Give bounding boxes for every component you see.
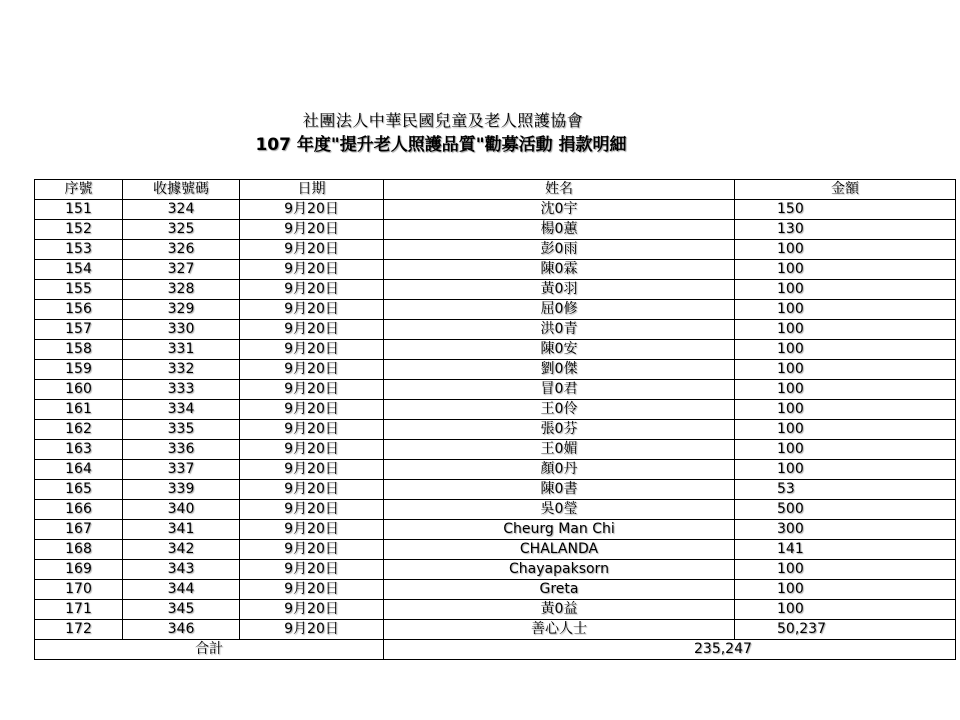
cell-receipt: 345 xyxy=(123,600,240,620)
cell-date: 9月20日 xyxy=(240,500,384,520)
cell-date: 9月20日 xyxy=(240,400,384,420)
cell-receipt: 329 xyxy=(123,300,240,320)
cell-amount: 53 xyxy=(735,480,956,500)
cell-amount: 100 xyxy=(735,240,956,260)
cell-name: 善心人士 xyxy=(384,620,735,640)
cell-seq: 163 xyxy=(35,440,123,460)
cell-seq: 151 xyxy=(35,200,123,220)
table-row xyxy=(35,540,956,560)
cell-receipt: 326 xyxy=(123,240,240,260)
cell-date: 9月20日 xyxy=(240,520,384,540)
cell-amount: 100 xyxy=(735,340,956,360)
cell-name: 洪0青 xyxy=(384,320,735,340)
cell-seq: 164 xyxy=(35,460,123,480)
cell-date: 9月20日 xyxy=(240,240,384,260)
cell-receipt: 334 xyxy=(123,400,240,420)
column-header-receipt: 收據號碼 xyxy=(123,180,240,200)
cell-receipt: 340 xyxy=(123,500,240,520)
cell-amount: 150 xyxy=(735,200,956,220)
cell-receipt: 343 xyxy=(123,560,240,580)
total-label: 合計 xyxy=(35,640,384,660)
cell-seq: 153 xyxy=(35,240,123,260)
cell-amount: 141 xyxy=(735,540,956,560)
table-row xyxy=(35,520,956,540)
table-row xyxy=(35,340,956,360)
cell-date: 9月20日 xyxy=(240,280,384,300)
table-row xyxy=(35,460,956,480)
cell-amount: 100 xyxy=(735,300,956,320)
cell-receipt: 346 xyxy=(123,620,240,640)
cell-seq: 172 xyxy=(35,620,123,640)
cell-name: 陳0書 xyxy=(384,480,735,500)
cell-seq: 169 xyxy=(35,560,123,580)
cell-amount: 100 xyxy=(735,260,956,280)
cell-name: 王0媚 xyxy=(384,440,735,460)
table-body xyxy=(35,200,956,640)
cell-seq: 156 xyxy=(35,300,123,320)
table-row xyxy=(35,240,956,260)
report-title: 107 年度"提升老人照護品質"勸募活動 捐款明細 xyxy=(255,135,627,155)
cell-name: 冒0君 xyxy=(384,380,735,400)
cell-date: 9月20日 xyxy=(240,600,384,620)
table-row xyxy=(35,440,956,460)
cell-name: 屈0修 xyxy=(384,300,735,320)
cell-receipt: 324 xyxy=(123,200,240,220)
cell-name: 顏0丹 xyxy=(384,460,735,480)
cell-seq: 155 xyxy=(35,280,123,300)
table-row xyxy=(35,260,956,280)
cell-amount: 100 xyxy=(735,380,956,400)
cell-seq: 157 xyxy=(35,320,123,340)
cell-receipt: 330 xyxy=(123,320,240,340)
cell-receipt: 342 xyxy=(123,540,240,560)
table-row xyxy=(35,400,956,420)
table-row xyxy=(35,580,956,600)
total-row xyxy=(35,640,956,660)
cell-date: 9月20日 xyxy=(240,440,384,460)
cell-date: 9月20日 xyxy=(240,620,384,640)
cell-name: 陳0安 xyxy=(384,340,735,360)
cell-name: 吳0瑩 xyxy=(384,500,735,520)
table-row xyxy=(35,380,956,400)
cell-date: 9月20日 xyxy=(240,480,384,500)
cell-date: 9月20日 xyxy=(240,420,384,440)
cell-amount: 100 xyxy=(735,460,956,480)
cell-date: 9月20日 xyxy=(240,260,384,280)
cell-receipt: 331 xyxy=(123,340,240,360)
cell-name: 沈0宇 xyxy=(384,200,735,220)
cell-name: 黃0益 xyxy=(384,600,735,620)
cell-date: 9月20日 xyxy=(240,220,384,240)
cell-receipt: 336 xyxy=(123,440,240,460)
table-row xyxy=(35,500,956,520)
cell-date: 9月20日 xyxy=(240,580,384,600)
cell-seq: 170 xyxy=(35,580,123,600)
cell-name: 楊0蕙 xyxy=(384,220,735,240)
cell-receipt: 339 xyxy=(123,480,240,500)
table-row xyxy=(35,600,956,620)
cell-amount: 100 xyxy=(735,360,956,380)
cell-seq: 166 xyxy=(35,500,123,520)
cell-seq: 160 xyxy=(35,380,123,400)
cell-date: 9月20日 xyxy=(240,200,384,220)
cell-date: 9月20日 xyxy=(240,540,384,560)
cell-name: 陳0霖 xyxy=(384,260,735,280)
cell-seq: 152 xyxy=(35,220,123,240)
table-row xyxy=(35,480,956,500)
cell-name: Cheurg Man Chi xyxy=(384,520,735,540)
cell-seq: 165 xyxy=(35,480,123,500)
cell-date: 9月20日 xyxy=(240,320,384,340)
table-row xyxy=(35,560,956,580)
cell-amount: 100 xyxy=(735,400,956,420)
cell-name: 張0芬 xyxy=(384,420,735,440)
column-header-amount: 金額 xyxy=(735,180,956,200)
cell-date: 9月20日 xyxy=(240,560,384,580)
cell-date: 9月20日 xyxy=(240,380,384,400)
table-row xyxy=(35,280,956,300)
cell-name: 王0伶 xyxy=(384,400,735,420)
cell-receipt: 325 xyxy=(123,220,240,240)
cell-amount: 100 xyxy=(735,420,956,440)
cell-amount: 300 xyxy=(735,520,956,540)
cell-amount: 100 xyxy=(735,280,956,300)
column-header-date: 日期 xyxy=(240,180,384,200)
total-value: 235,247 xyxy=(384,640,956,660)
cell-receipt: 337 xyxy=(123,460,240,480)
cell-seq: 171 xyxy=(35,600,123,620)
cell-amount: 100 xyxy=(735,600,956,620)
table-header-row xyxy=(35,180,956,200)
cell-date: 9月20日 xyxy=(240,340,384,360)
column-header-name: 姓名 xyxy=(384,180,735,200)
column-header-seq: 序號 xyxy=(35,180,123,200)
cell-name: Chayapaksorn xyxy=(384,560,735,580)
cell-receipt: 333 xyxy=(123,380,240,400)
cell-date: 9月20日 xyxy=(240,460,384,480)
cell-name: 劉0傑 xyxy=(384,360,735,380)
cell-receipt: 328 xyxy=(123,280,240,300)
cell-amount: 100 xyxy=(735,440,956,460)
cell-name: CHALANDA xyxy=(384,540,735,560)
donation-table xyxy=(34,179,956,660)
cell-name: Greta xyxy=(384,580,735,600)
cell-date: 9月20日 xyxy=(240,360,384,380)
cell-seq: 154 xyxy=(35,260,123,280)
cell-amount: 100 xyxy=(735,580,956,600)
table-row xyxy=(35,300,956,320)
cell-seq: 168 xyxy=(35,540,123,560)
cell-seq: 162 xyxy=(35,420,123,440)
organization-title: 社團法人中華民國兒童及老人照護協會 xyxy=(302,111,584,130)
cell-date: 9月20日 xyxy=(240,300,384,320)
table-row xyxy=(35,420,956,440)
cell-seq: 158 xyxy=(35,340,123,360)
table-row xyxy=(35,220,956,240)
table-row xyxy=(35,360,956,380)
cell-name: 黃0羽 xyxy=(384,280,735,300)
cell-name: 彭0雨 xyxy=(384,240,735,260)
cell-amount: 100 xyxy=(735,320,956,340)
table-row xyxy=(35,620,956,640)
table-row xyxy=(35,200,956,220)
cell-seq: 161 xyxy=(35,400,123,420)
cell-amount: 100 xyxy=(735,560,956,580)
table-row xyxy=(35,320,956,340)
cell-seq: 159 xyxy=(35,360,123,380)
cell-amount: 500 xyxy=(735,500,956,520)
cell-amount: 50,237 xyxy=(735,620,956,640)
cell-receipt: 341 xyxy=(123,520,240,540)
cell-seq: 167 xyxy=(35,520,123,540)
cell-receipt: 335 xyxy=(123,420,240,440)
cell-receipt: 344 xyxy=(123,580,240,600)
cell-receipt: 327 xyxy=(123,260,240,280)
cell-receipt: 332 xyxy=(123,360,240,380)
cell-amount: 130 xyxy=(735,220,956,240)
